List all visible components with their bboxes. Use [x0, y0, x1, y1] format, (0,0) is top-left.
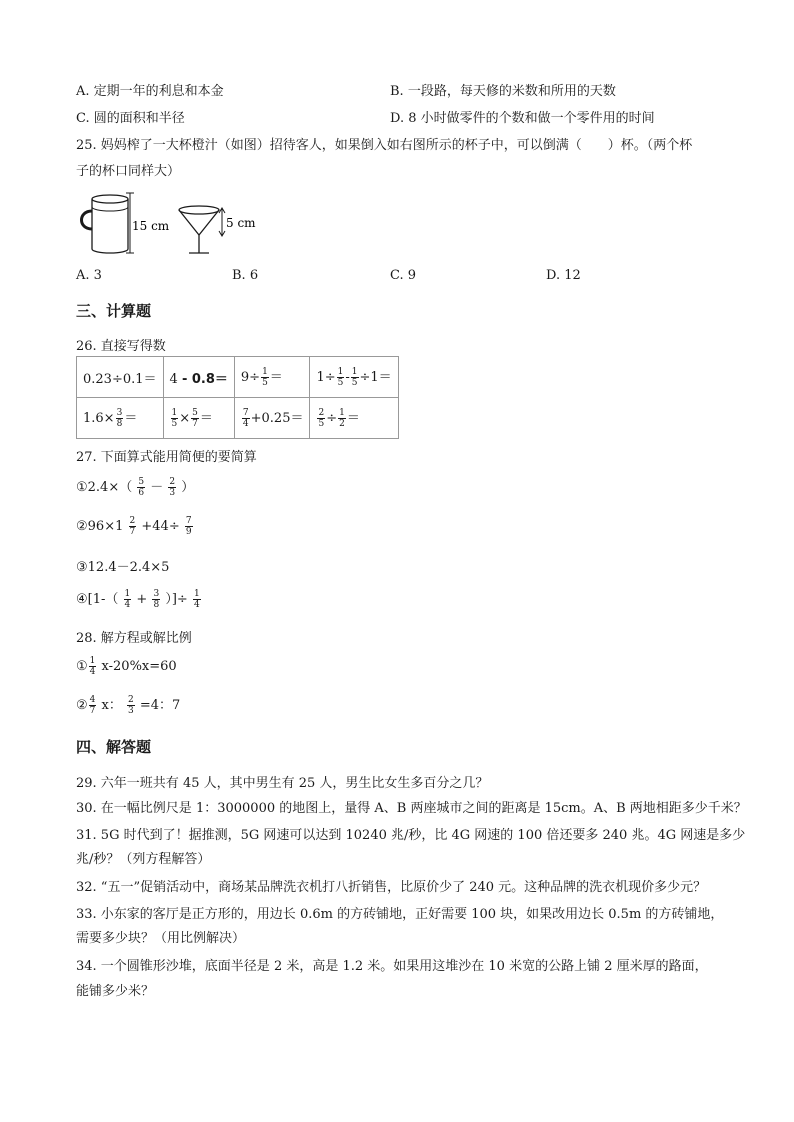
q26-cell-2: 4 - 0.8＝ — [163, 357, 234, 398]
q27-expression-3: ③12.4－2.4×5 — [76, 560, 170, 575]
q26-mental-math-table — [76, 356, 399, 439]
section-title-word-problems: 四、解答题 — [76, 738, 152, 756]
cone-glass — [179, 206, 256, 253]
q32-text: 32. “五一”促销活动中，商场某品牌洗衣机打八折销售，比原价少了 240 元。这种品牌的洗衣机现价多少元？ — [76, 880, 707, 895]
q25-text-line1: 25. 妈妈榨了一大杯橙汁（如图）招待客人，如果倒入如右图所示的杯子中，可以倒满（ ）杯。（两个杯 — [76, 138, 693, 153]
q25-cups-figure — [72, 183, 272, 263]
q25-option-b: B. 6 — [232, 268, 259, 283]
q26-cell-1: 0.23÷0.1＝ — [77, 357, 164, 398]
cone-height-label: 5 cm — [226, 216, 256, 230]
fraction: $\frac{4}{7}$ — [89, 695, 96, 716]
fraction: $\frac{3}{8}$ — [153, 589, 160, 610]
q25-option-d: D. 12 — [546, 268, 581, 283]
q26-cell-5: 1.6× $\frac{3}{8}$ ＝ — [77, 398, 164, 439]
fraction: $\frac{2}{7}$ — [129, 516, 136, 537]
q29-text: 29. 六年一班共有 45 人，其中男生有 25 人，男生比女生多百分之几？ — [76, 776, 489, 791]
fraction: $\frac{3}{8}$ — [116, 408, 123, 429]
q26-cell-7: $\frac{7}{4}$ +0.25＝ — [234, 398, 310, 439]
q26-cell-8: $\frac{2}{5}$ ÷ $\frac{1}{2}$ ＝ — [310, 398, 398, 439]
q25-option-a: A. 3 — [76, 268, 102, 283]
table-row — [77, 357, 399, 398]
q33-text-line1: 33. 小东家的客厅是正方形的，用边长 0.6m 的方砖铺地，正好需要 100 块，如果改用边长 0.5m 的方砖铺地， — [76, 907, 724, 922]
fraction: $\frac{1}{5}$ — [337, 367, 344, 388]
q28-title: 28. 解方程或解比例 — [76, 631, 192, 646]
q24-option-c: C. 圆的面积和半径 — [76, 111, 185, 126]
fraction: $\frac{1}{5}$ — [171, 408, 178, 429]
q26-cell-6: $\frac{1}{5}$ × $\frac{5}{7}$ ＝ — [163, 398, 234, 439]
q31-text-line2: 兆/秒？（列方程解答） — [76, 852, 211, 867]
fraction: $\frac{1}{2}$ — [339, 408, 345, 429]
q34-text-line2: 能铺多少米？ — [76, 984, 155, 999]
fraction: $\frac{1}{4}$ — [89, 656, 96, 677]
q27-expression-4: ④[1-（ $\frac{1}{4}$ + $\frac{3}{8}$ ）]÷ $\frac{1}{4}$ — [76, 589, 200, 610]
q34-text-line1: 34. 一个圆锥形沙堆，底面半径是 2 米，高是 1.2 米。如果用这堆沙在 10 米宽的公路上铺 2 厘米厚的路面， — [76, 959, 708, 974]
q27-expression-1: ①2.4×（ $\frac{5}{6}$ － $\frac{2}{3}$ ） — [76, 477, 195, 498]
fraction: $\frac{1}{5}$ — [351, 367, 358, 388]
q27-title: 27. 下面算式能用简便的要简算 — [76, 450, 257, 465]
cylinder-cup — [82, 193, 170, 253]
q30-text: 30. 在一幅比例尺是 1：3000000 的地图上，量得 A、B 两座城市之间的距离是 15cm。A、B 两地相距多少千米？ — [76, 801, 747, 816]
fraction: $\frac{1}{4}$ — [193, 589, 200, 610]
q33-text-line2: 需要多少块？（用比例解决） — [76, 931, 246, 946]
section-title-calculation: 三、计算题 — [76, 302, 152, 320]
q25-text-line2: 子的杯口同样大） — [76, 164, 181, 179]
q31-text-line1: 31. 5G 时代到了！据推测，5G 网速可以达到 10240 兆/秒，比 4G 网速的 100 倍还要多 240 兆。4G 网速是多少 — [76, 828, 746, 843]
fraction: $\frac{2}{3}$ — [128, 695, 134, 716]
q28-equation-2: ② $\frac{4}{7}$ x： $\frac{2}{3}$ =4：7 — [76, 695, 181, 716]
q27-expression-2: ②96×1 $\frac{2}{7}$ +44÷ $\frac{7}{9}$ — [76, 516, 192, 537]
q24-option-a: A. 定期一年的利息和本金 — [76, 84, 224, 99]
q26-cell-3: 9÷ $\frac{1}{5}$ ＝ — [234, 357, 310, 398]
cup-height-label: 15 cm — [132, 219, 170, 233]
fraction: $\frac{2}{5}$ — [318, 408, 325, 429]
fraction: $\frac{5}{6}$ — [138, 477, 145, 498]
table-row — [77, 398, 399, 439]
q24-option-d: D. 8 小时做零件的个数和做一个零件用的时间 — [390, 111, 655, 126]
q25-option-c: C. 9 — [390, 268, 417, 283]
fraction: $\frac{2}{3}$ — [169, 477, 176, 498]
fraction: $\frac{7}{4}$ — [242, 408, 249, 429]
q24-option-b: B. 一段路，每天修的米数和所用的天数 — [390, 84, 616, 99]
fraction: $\frac{5}{7}$ — [192, 408, 198, 429]
q26-title: 26. 直接写得数 — [76, 339, 166, 354]
fraction: $\frac{1}{4}$ — [124, 589, 131, 610]
q26-cell-4: 1÷ $\frac{1}{5}$ - $\frac{1}{5}$ ÷1＝ — [310, 357, 398, 398]
fraction: $\frac{7}{9}$ — [185, 516, 192, 537]
fraction: $\frac{1}{5}$ — [262, 367, 268, 388]
q28-equation-1: ① $\frac{1}{4}$ x-20%x=60 — [76, 656, 177, 677]
